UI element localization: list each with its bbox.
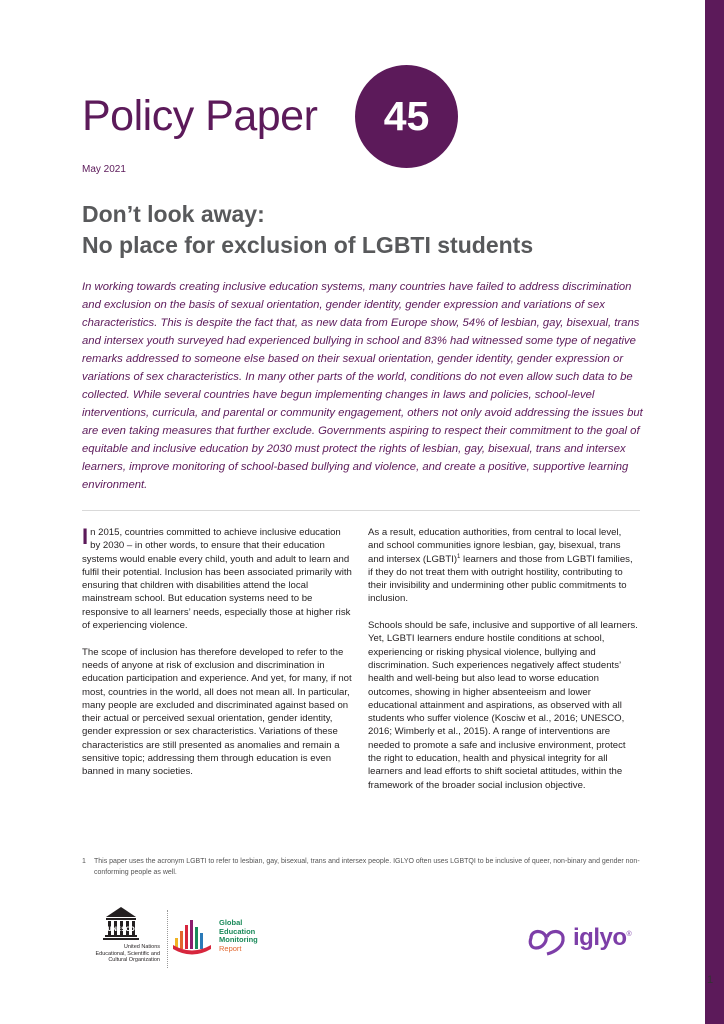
logo-divider [167, 910, 168, 968]
unesco-caption [82, 944, 160, 964]
title-line-2: No place for exclusion of LGBTI students [82, 232, 534, 258]
body-paragraph: Schools should be safe, inclusive and supportive of all learners. Yet, LGBTI learners endure hostile conditions at school, experiencing or risking physical violence, bullying and discrimination. Such experiences negatively affect students’ health and well-being but also lead to worse education outcomes, showing in higher absenteeism and lower educational attainment and aspirations, as observed with all students who suffer violence (Kosciw et al., 2016; UNESCO, 2016; Wimberly et al., 2015). A range of interventions are needed to promote a safe and inclusive environment, protect the right to education, health and physical integrity for all learners and lead efforts to shift societal attitudes, within the framework of the broader social inclusion objective. [368, 620, 638, 791]
drop-cap: I [82, 524, 89, 549]
paragraph-text: n 2015, countries committed to achieve inclusive education by 2030 – in other words, to ensure that their education systems would enable every child, youth and adult to learn and fulfil their potential. Inclusion has been associated primarily with ensuring that children with disabilities attend the local mainstream school. But education systems need to be responsive to all learners’ needs, especially those at higher risk of experiencing violence. [82, 527, 352, 632]
unesco-temple-logo [80, 905, 163, 975]
gem-report-bars-icon [172, 916, 212, 956]
iglyo-name: iglyo [573, 924, 627, 951]
body-paragraph [368, 526, 638, 606]
paragraph-text: learners and those from LGBTI families, if they do not treat them with outright hostility, contributing to their invisibility and undermining other public commitments to inclusion. [368, 553, 633, 605]
gem-line: Report [219, 943, 242, 953]
abstract-divider [82, 510, 640, 511]
footnote-reference[interactable]: 1 [457, 553, 461, 560]
gem-line: Monitoring [219, 935, 258, 944]
iglyo-registered-mark: ® [626, 931, 632, 938]
page-number: 1 [707, 974, 714, 986]
series-title: Policy Paper [82, 92, 318, 140]
iglyo-wordmark [573, 924, 631, 952]
abstract: In working towards creating inclusive education systems, many countries have failed to address discrimination and exclusion on the basis of sexual orientation, gender identity, gender expression and variations of sex characteristics. This is despite the fact that, as new data from Europe show, 54% of lesbian, gay, bisexual, trans and intersex youth surveyed had experienced bullying in school and 83% had witnessed some type of negative remarks addressed to someone else based on their sexual orientation, gender identity, gender expression or variations of sex characteristics. In many other parts of the world, conditions do not even allow such data to be collected. While several countries have begun implementing changes in laws and policies, school-level interventions, curricula, and parental or community engagement, others not only avoid addressing the issues but are even taking measures that further exclude. Governments aspiring to respect their commitment to the goal of equitable and inclusive education by 2030 must protect the rights of lesbian, gay, bisexual, trans and intersex learners, improve monitoring of school-based bullying and violence, and create a positive, supportive learning environment. [82, 281, 643, 491]
decorative-side-bar [705, 0, 724, 1024]
unesco-caption-line: Educational, Scientific and [95, 950, 160, 957]
unesco-caption-line: Cultural Organization [108, 957, 160, 963]
publication-date: May 2021 [82, 164, 126, 175]
gem-line: Education [219, 926, 256, 936]
footnote-text: This paper uses the acronym LGBTI to refer to lesbian, gay, bisexual, trans and intersex people. IGLYO often uses LGBTQI to be inclusive of queer, non-binary and gender non-conforming people as well. [94, 858, 640, 876]
gem-report-logo-text [219, 919, 258, 953]
unesco-caption-line: United Nations [123, 944, 160, 950]
gem-line: Global [219, 918, 243, 927]
body-column-left [82, 526, 352, 792]
unesco-wordmark: UNESCO [107, 926, 135, 933]
body-column-right [368, 526, 638, 805]
iglyo-heart-icon [527, 926, 569, 956]
body-paragraph: The scope of inclusion has therefore developed to refer to the needs of anyone at risk of exclusion and discrimination in education participation and experience. And yet, for many, if not most, countries in the world, all does not mean all. In particular, many people are excluded and discriminated against based on their actual or perceived sexual orientation, gender identity, gender expression or sex characteristics. Variations of these characteristics are still presented as anomalies and remain a sensitive topic; addressing them through education is even banned in many societies. [82, 646, 352, 778]
title-line-1: Don’t look away: [82, 201, 265, 227]
issue-number-badge: 45 [355, 65, 458, 168]
paragraph-text: As a result, education authorities, from central to local level, and school communities ignore lesbian, gay, bisexual, trans and intersex (LGBTI) [368, 527, 622, 565]
footnote [82, 856, 642, 878]
page-title [82, 199, 662, 261]
footnote-number: 1 [82, 858, 86, 865]
body-paragraph [82, 526, 352, 632]
